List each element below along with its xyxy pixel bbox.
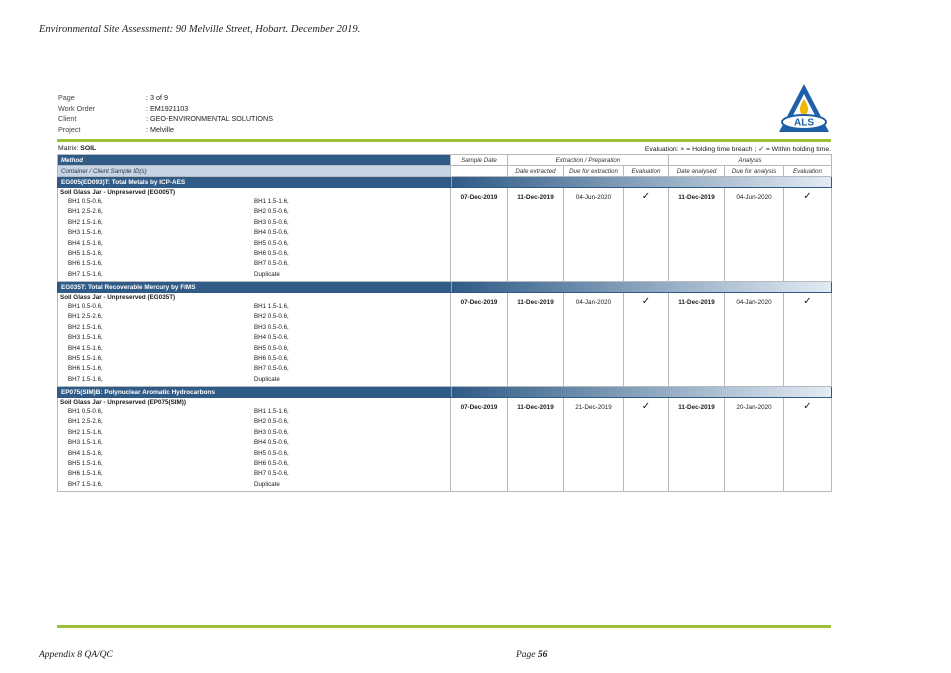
sample-id: BH3 1.5-1.6, (68, 334, 103, 342)
samples-cell (58, 188, 451, 282)
meta-row-client (58, 114, 273, 125)
due-extraction-header: Due for extraction (564, 166, 624, 177)
sample-date-cell: 07-Dec-2019 (451, 188, 508, 282)
sample-id: BH7 0.5-0.6, (254, 470, 289, 478)
samples-cell (58, 293, 451, 387)
sample-id: BH1 0.5-0.6, (68, 408, 103, 415)
sample-id: BH3 0.5-0.6, (254, 323, 289, 331)
container-title: Soil Glass Jar - Unpreserved (EP075(SIM)) (60, 399, 186, 406)
container-title: Soil Glass Jar - Unpreserved (EG035T) (60, 294, 176, 301)
sample-id: BH6 1.5-1.6, (68, 365, 103, 373)
extraction-header: Extraction / Preparation (508, 155, 669, 166)
sample-id: BH2 0.5-0.6, (254, 418, 289, 426)
check-icon: ✓ (784, 188, 832, 282)
evaluation-header: Evaluation (784, 166, 832, 177)
check-icon: ✓ (624, 398, 669, 492)
date-analysed-cell: 11-Dec-2019 (669, 398, 725, 492)
sample-id: BH3 1.5-1.6, (68, 439, 103, 447)
due-analysis-cell: 20-Jan-2020 (725, 398, 784, 492)
sample-id: BH5 1.5-1.6, (68, 249, 103, 257)
section-title-fill (451, 282, 832, 293)
section-title: EG035T: Total Recoverable Mercury by FIMS (58, 282, 451, 293)
sample-id: BH1 1.5-1.6, (254, 303, 289, 310)
sample-id: BH4 0.5-0.6, (254, 439, 289, 447)
evaluation-legend: Evaluation: × = Holding time breach ; ✓ = Within holding time. (644, 146, 831, 153)
due-analysis-cell: 04-Jun-2020 (725, 188, 784, 282)
header-row-secondary (58, 166, 832, 177)
sample-id: BH2 1.5-1.6, (68, 218, 103, 226)
meta-value: : 3 of 9 (146, 93, 168, 102)
sample-id: BH1 1.5-1.6, (254, 198, 289, 205)
sample-id: Duplicate (254, 480, 280, 488)
meta-row-project (58, 125, 273, 136)
matrix-label: Matrix: SOIL (58, 145, 97, 152)
sample-id: BH5 1.5-1.6, (68, 459, 103, 467)
meta-label: Project (58, 124, 81, 134)
section-title-fill (451, 177, 832, 188)
due-extraction-cell: 21-Dec-2019 (564, 398, 624, 492)
check-icon: ✓ (624, 293, 669, 387)
section-header-row (58, 282, 832, 293)
bottom-divider (57, 625, 831, 628)
sample-date-cell: 07-Dec-2019 (451, 293, 508, 387)
date-analysed-cell: 11-Dec-2019 (669, 293, 725, 387)
due-analysis-cell: 04-Jan-2020 (725, 293, 784, 387)
footer-page (516, 650, 547, 660)
sample-id: BH4 0.5-0.6, (254, 334, 289, 342)
due-analysis-header: Due for analysis (725, 166, 784, 177)
analysis-header: Analysis (669, 155, 832, 166)
table-row (58, 188, 832, 282)
meta-value: : Melville (146, 124, 174, 134)
method-header: Method (58, 155, 451, 166)
sample-id: BH1 0.5-0.6, (68, 198, 103, 205)
header-row-primary (58, 155, 832, 166)
sample-id: BH2 0.5-0.6, (254, 208, 289, 216)
sample-id: BH2 1.5-1.6, (68, 428, 103, 436)
logo-text: ALS (794, 117, 814, 129)
sample-id: Duplicate (254, 270, 280, 278)
sample-id: BH4 1.5-1.6, (68, 239, 103, 247)
sample-id: BH1 0.5-0.6, (68, 303, 103, 310)
sample-id: BH7 1.5-1.6, (68, 375, 103, 383)
footer-page-number: 56 (537, 650, 548, 660)
meta-label: Page (58, 93, 75, 102)
sample-id: BH4 1.5-1.6, (68, 449, 103, 457)
sample-id: BH7 0.5-0.6, (254, 260, 289, 268)
matrix-value: SOIL (80, 145, 97, 152)
sample-id: BH6 1.5-1.6, (68, 260, 103, 268)
date-extracted-cell: 11-Dec-2019 (508, 293, 564, 387)
sample-id: BH3 1.5-1.6, (68, 229, 103, 237)
date-extracted-cell: 11-Dec-2019 (508, 188, 564, 282)
date-extracted-header: Date extracted (508, 166, 564, 177)
meta-value: : EM1921103 (146, 103, 189, 113)
evaluation-header: Evaluation (624, 166, 669, 177)
footer-page-label: Page (516, 650, 536, 660)
check-icon: ✓ (784, 398, 832, 492)
sample-id: BH1 2.5-2.6, (68, 418, 103, 426)
sample-id: BH3 0.5-0.6, (254, 218, 289, 226)
date-extracted-cell: 11-Dec-2019 (508, 398, 564, 492)
sample-id: BH7 1.5-1.6, (68, 480, 103, 488)
check-icon: ✓ (624, 188, 669, 282)
sample-id: BH4 1.5-1.6, (68, 344, 103, 352)
section-title: EG005(ED093)T: Total Metals by ICP-AES (58, 177, 451, 188)
date-analysed-header: Date analysed (669, 166, 725, 177)
sample-id: BH5 0.5-0.6, (254, 344, 289, 352)
sample-date-header: Sample Date (451, 155, 508, 166)
sample-list (68, 197, 450, 280)
sample-id: BH6 0.5-0.6, (254, 354, 289, 362)
sample-id: BH2 0.5-0.6, (254, 313, 289, 321)
samples-cell (58, 398, 451, 492)
sample-id: BH5 0.5-0.6, (254, 239, 289, 247)
sample-id: BH1 2.5-2.6, (68, 313, 103, 321)
sample-id: BH6 0.5-0.6, (254, 459, 289, 467)
check-icon: ✓ (784, 293, 832, 387)
report-metadata (58, 93, 273, 135)
sample-id: BH4 0.5-0.6, (254, 229, 289, 237)
container-header: Container / Client Sample ID(s) (58, 166, 451, 177)
meta-value: : GEO-ENVIRONMENTAL SOLUTIONS (146, 114, 273, 123)
meta-row-work-order (58, 104, 273, 115)
meta-label: Client (58, 114, 77, 123)
empty-header (451, 166, 508, 177)
sample-list (68, 302, 450, 385)
sample-id: BH6 1.5-1.6, (68, 470, 103, 478)
matrix-line (58, 145, 831, 153)
document-header: Environmental Site Assessment: 90 Melville Street, Hobart. December 2019. (39, 24, 361, 35)
due-extraction-cell: 04-Jan-2020 (564, 293, 624, 387)
sample-id: BH6 0.5-0.6, (254, 249, 289, 257)
meta-row-page (58, 93, 273, 104)
container-title: Soil Glass Jar - Unpreserved (EG005T) (60, 189, 176, 196)
sample-id: BH3 0.5-0.6, (254, 428, 289, 436)
sample-list (68, 407, 450, 490)
sample-id: BH5 0.5-0.6, (254, 449, 289, 457)
section-header-row (58, 177, 832, 188)
sample-date-cell: 07-Dec-2019 (451, 398, 508, 492)
als-logo-icon (777, 82, 831, 134)
section-title: EP075(SIM)B: Polynuclear Aromatic Hydrocarbons (58, 387, 451, 398)
meta-label: Work Order (58, 103, 96, 113)
sample-id: BH1 2.5-2.6, (68, 208, 103, 216)
sample-id: BH5 1.5-1.6, (68, 354, 103, 362)
sample-id: BH2 1.5-1.6, (68, 323, 103, 331)
sample-id: BH1 1.5-1.6, (254, 408, 289, 415)
sample-id: BH7 1.5-1.6, (68, 270, 103, 278)
sample-id: BH7 0.5-0.6, (254, 365, 289, 373)
table-row (58, 293, 832, 387)
holding-time-table (57, 154, 832, 492)
sample-id: Duplicate (254, 375, 280, 383)
section-title-fill (451, 387, 832, 398)
table-row (58, 398, 832, 492)
top-divider (57, 139, 831, 142)
date-analysed-cell: 11-Dec-2019 (669, 188, 725, 282)
due-extraction-cell: 04-Jun-2020 (564, 188, 624, 282)
footer-appendix: Appendix 8 QA/QC (39, 650, 113, 660)
section-header-row (58, 387, 832, 398)
